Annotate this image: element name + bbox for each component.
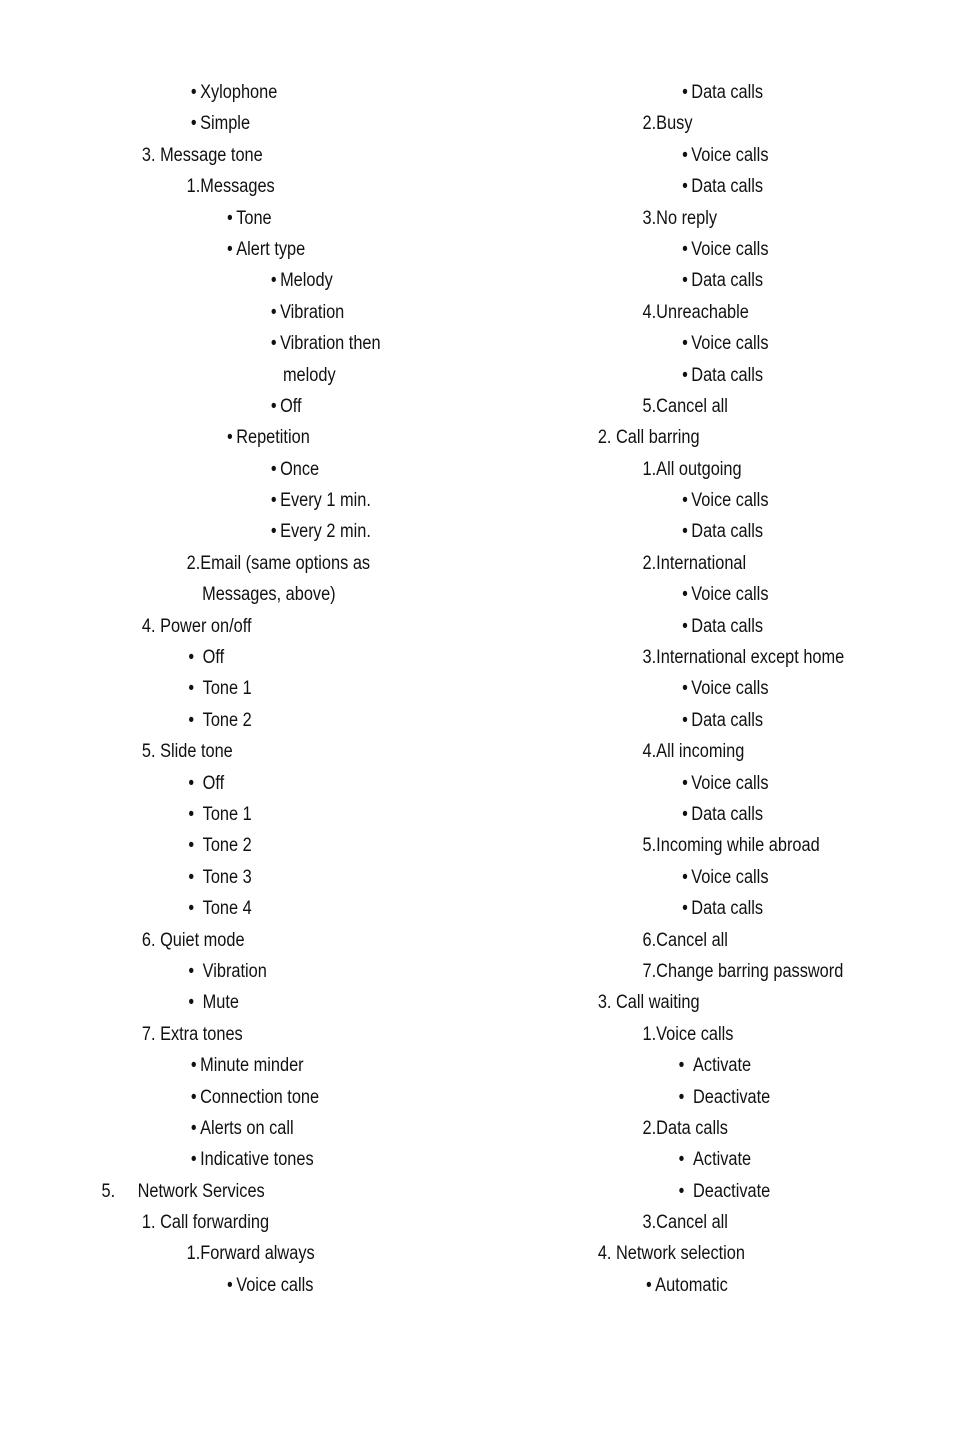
menu-line	[0, 1082, 447, 1113]
menu-line	[0, 360, 447, 391]
menu-item-text: 2. Call barring	[597, 427, 700, 449]
menu-item-text: Voice calls	[691, 333, 769, 355]
menu-item-text: Tone 1	[202, 678, 252, 700]
menu-item-text: Tone 3	[202, 866, 252, 888]
menu-item-text: Alert type	[236, 238, 306, 260]
menu-item-text: Every 1 min.	[280, 490, 371, 512]
menu-item-text: 4.All incoming	[642, 741, 745, 763]
menu-line	[560, 768, 899, 799]
bullet-icon: •	[188, 647, 195, 669]
menu-item-text: 3. Message tone	[141, 144, 263, 166]
menu-line	[560, 171, 899, 202]
bullet-icon: •	[227, 207, 233, 229]
menu-item-text: 3.Cancel all	[642, 1212, 728, 1234]
menu-line	[560, 391, 899, 422]
menu-line	[0, 234, 447, 265]
menu-line	[0, 548, 447, 579]
menu-line	[0, 673, 447, 704]
menu-line	[560, 1019, 899, 1050]
menu-line	[0, 925, 447, 956]
menu-item-text: Voice calls	[691, 866, 769, 888]
bullet-icon: •	[682, 678, 688, 700]
menu-item-text: Once	[280, 458, 320, 480]
bullet-icon: •	[190, 1055, 197, 1077]
menu-line	[560, 736, 899, 767]
menu-line	[560, 485, 899, 516]
menu-item-text: Data calls	[691, 521, 764, 543]
menu-item-text: 1. Call forwarding	[141, 1212, 270, 1234]
bullet-icon: •	[270, 458, 277, 480]
menu-item-text: Voice calls	[691, 238, 769, 260]
menu-line	[0, 77, 447, 108]
menu-item-text: 1.Messages	[186, 176, 275, 198]
menu-line	[0, 265, 447, 296]
bullet-icon: •	[682, 144, 688, 166]
menu-line	[0, 454, 447, 485]
menu-line	[0, 1176, 447, 1207]
menu-line	[0, 862, 447, 893]
menu-line	[0, 1019, 447, 1050]
menu-item-text: 3. Call waiting	[597, 992, 700, 1014]
menu-line	[0, 1207, 447, 1238]
menu-line	[0, 1050, 447, 1081]
menu-line	[560, 328, 899, 359]
menu-item-text: Voice calls	[691, 144, 769, 166]
menu-item-text: Data calls	[691, 176, 764, 198]
menu-line	[0, 485, 447, 516]
menu-item-text: Tone 1	[202, 803, 252, 825]
menu-item-text: Data calls	[691, 615, 764, 637]
menu-item-text: Off	[202, 647, 225, 669]
menu-line	[0, 736, 447, 767]
bullet-icon: •	[190, 82, 197, 103]
bullet-icon: •	[682, 772, 688, 794]
menu-item-text: Vibration then	[280, 333, 381, 355]
menu-line	[560, 705, 899, 736]
bullet-icon: •	[682, 176, 688, 198]
menu-item-text: 3.International except home	[642, 647, 845, 669]
bullet-icon: •	[682, 584, 688, 606]
bullet-icon: •	[678, 1086, 685, 1108]
menu-line	[0, 956, 447, 987]
bullet-icon: •	[190, 1149, 197, 1171]
menu-item-text: Voice calls	[691, 678, 769, 700]
bullet-icon: •	[188, 678, 195, 700]
menu-line	[560, 203, 899, 234]
bullet-icon: •	[682, 521, 688, 543]
menu-item-text: Deactivate	[693, 1086, 771, 1108]
menu-line	[560, 673, 899, 704]
bullet-icon: •	[188, 835, 195, 857]
menu-item-text: Alerts on call	[200, 1117, 294, 1139]
menu-line	[560, 360, 899, 391]
menu-line	[0, 422, 447, 453]
bullet-icon: •	[188, 898, 195, 920]
menu-item-text: Data calls	[691, 898, 764, 920]
bullet-icon: •	[678, 1180, 685, 1202]
menu-line	[0, 768, 447, 799]
menu-item-text: Network Services	[137, 1180, 265, 1202]
menu-line	[560, 611, 899, 642]
menu-line	[560, 77, 899, 108]
menu-line	[0, 642, 447, 673]
menu-line	[0, 1270, 447, 1301]
menu-line	[0, 391, 447, 422]
menu-line	[0, 140, 447, 171]
menu-item-text: Mute	[202, 992, 239, 1014]
menu-item-text: Tone 4	[202, 898, 252, 920]
menu-line	[0, 705, 447, 736]
menu-item-text: Every 2 min.	[280, 521, 371, 543]
section-number: 5.	[101, 1180, 116, 1202]
menu-line	[560, 1238, 899, 1269]
bullet-icon: •	[190, 1086, 197, 1108]
bullet-icon: •	[227, 238, 233, 260]
bullet-icon: •	[646, 1274, 652, 1296]
menu-item-text: Automatic	[655, 1274, 728, 1296]
menu-item-text: 1.Voice calls	[642, 1023, 734, 1045]
menu-line	[560, 422, 899, 453]
menu-item-text: Indicative tones	[200, 1149, 314, 1171]
menu-line	[0, 297, 447, 328]
menu-line	[560, 956, 899, 987]
menu-item-text: 5.Incoming while abroad	[642, 835, 820, 857]
menu-line	[0, 987, 447, 1018]
bullet-icon: •	[682, 490, 688, 512]
menu-item-text: Data calls	[691, 82, 764, 103]
menu-item-text: Off	[202, 772, 225, 794]
menu-line	[560, 1207, 899, 1238]
menu-item-text: 1.All outgoing	[642, 458, 742, 480]
menu-item-text: 5. Slide tone	[141, 741, 233, 763]
menu-line	[560, 862, 899, 893]
menu-line	[560, 1082, 899, 1113]
menu-line	[560, 1270, 899, 1301]
bullet-icon: •	[682, 333, 688, 355]
menu-item-text: Deactivate	[693, 1180, 771, 1202]
menu-line	[560, 454, 899, 485]
menu-item-text: 2.Busy	[642, 113, 693, 135]
menu-line	[560, 140, 899, 171]
menu-item-text: Messages, above)	[202, 584, 336, 606]
menu-item-text: Repetition	[236, 427, 310, 449]
menu-item-text: Voice calls	[691, 772, 769, 794]
bullet-icon: •	[682, 803, 688, 825]
menu-line	[0, 1238, 447, 1269]
bullet-icon: •	[188, 772, 195, 794]
menu-item-text: Voice calls	[691, 584, 769, 606]
menu-line	[560, 516, 899, 547]
menu-item-text: Voice calls	[691, 490, 769, 512]
menu-item-text: 7.Change barring password	[642, 960, 844, 982]
menu-item-text: Data calls	[691, 803, 764, 825]
menu-item-text: Tone	[236, 207, 272, 229]
left-column	[0, 77, 520, 1301]
bullet-icon: •	[682, 898, 688, 920]
menu-line	[560, 548, 899, 579]
bullet-icon: •	[270, 521, 277, 543]
menu-line	[0, 203, 447, 234]
menu-item-text: Xylophone	[200, 82, 278, 103]
menu-line	[560, 234, 899, 265]
menu-line	[560, 1176, 899, 1207]
menu-line	[560, 799, 899, 830]
menu-item-text: 1.Forward always	[186, 1243, 315, 1265]
menu-item-text: Off	[280, 395, 302, 417]
menu-item-text: 6. Quiet mode	[141, 929, 245, 951]
bullet-icon: •	[190, 1117, 197, 1139]
menu-line	[560, 642, 899, 673]
bullet-icon: •	[678, 1055, 685, 1077]
menu-line	[0, 328, 447, 359]
bullet-icon: •	[188, 960, 195, 982]
menu-line	[560, 297, 899, 328]
bullet-icon: •	[270, 301, 277, 323]
menu-item-text: Data calls	[691, 709, 764, 731]
menu-line	[0, 171, 447, 202]
menu-item-text: 4. Network selection	[597, 1243, 745, 1265]
bullet-icon: •	[188, 866, 195, 888]
right-column	[560, 77, 954, 1301]
menu-item-text: 5.Cancel all	[642, 395, 728, 417]
menu-item-text: 4.Unreachable	[642, 301, 749, 323]
menu-line	[560, 579, 899, 610]
menu-item-text: Tone 2	[202, 835, 252, 857]
menu-item-text: Activate	[693, 1055, 752, 1077]
menu-item-text: Voice calls	[236, 1274, 314, 1296]
menu-line	[560, 108, 899, 139]
bullet-icon: •	[188, 992, 195, 1014]
menu-line	[560, 830, 899, 861]
menu-item-text: 2.International	[642, 552, 747, 574]
menu-line	[0, 893, 447, 924]
menu-item-text: 2.Email (same options as	[186, 552, 371, 574]
menu-line	[560, 893, 899, 924]
menu-line	[560, 1144, 899, 1175]
bullet-icon: •	[678, 1149, 685, 1171]
menu-item-text: 7. Extra tones	[141, 1023, 243, 1045]
menu-line	[560, 987, 899, 1018]
bullet-icon: •	[190, 113, 197, 135]
menu-item-text: Melody	[280, 270, 333, 292]
menu-line	[560, 1113, 899, 1144]
bullet-icon: •	[188, 803, 195, 825]
menu-item-text: Data calls	[691, 270, 764, 292]
menu-item-text: Data calls	[691, 364, 764, 386]
menu-line	[0, 830, 447, 861]
menu-item-text: 4. Power on/off	[141, 615, 252, 637]
menu-line	[0, 579, 447, 610]
menu-line	[0, 799, 447, 830]
menu-line	[0, 611, 447, 642]
bullet-icon: •	[682, 238, 688, 260]
menu-line	[560, 925, 899, 956]
bullet-icon: •	[270, 490, 277, 512]
bullet-icon: •	[227, 1274, 233, 1296]
menu-item-text: Simple	[200, 113, 251, 135]
bullet-icon: •	[270, 333, 277, 355]
bullet-icon: •	[682, 364, 688, 386]
menu-line	[0, 1113, 447, 1144]
menu-item-text: Tone 2	[202, 709, 252, 731]
menu-item-text: 2.Data calls	[642, 1117, 728, 1139]
bullet-icon: •	[270, 270, 277, 292]
menu-item-text: Minute minder	[200, 1055, 304, 1077]
menu-line	[560, 265, 899, 296]
menu-line	[560, 1050, 899, 1081]
menu-line	[0, 516, 447, 547]
menu-item-text: melody	[282, 364, 336, 386]
menu-item-text: Vibration	[280, 301, 345, 323]
menu-item-text: Connection tone	[200, 1086, 320, 1108]
menu-item-text: 6.Cancel all	[642, 929, 728, 951]
bullet-icon: •	[682, 270, 688, 292]
menu-line	[0, 108, 447, 139]
bullet-icon: •	[682, 866, 688, 888]
bullet-icon: •	[270, 395, 277, 417]
bullet-icon: •	[227, 427, 233, 449]
bullet-icon: •	[682, 615, 688, 637]
bullet-icon: •	[682, 82, 688, 103]
menu-item-text: Activate	[693, 1149, 752, 1171]
menu-line	[0, 1144, 447, 1175]
bullet-icon: •	[682, 709, 688, 731]
bullet-icon: •	[188, 709, 195, 731]
menu-item-text: Vibration	[202, 960, 267, 982]
menu-item-text: 3.No reply	[642, 207, 718, 229]
